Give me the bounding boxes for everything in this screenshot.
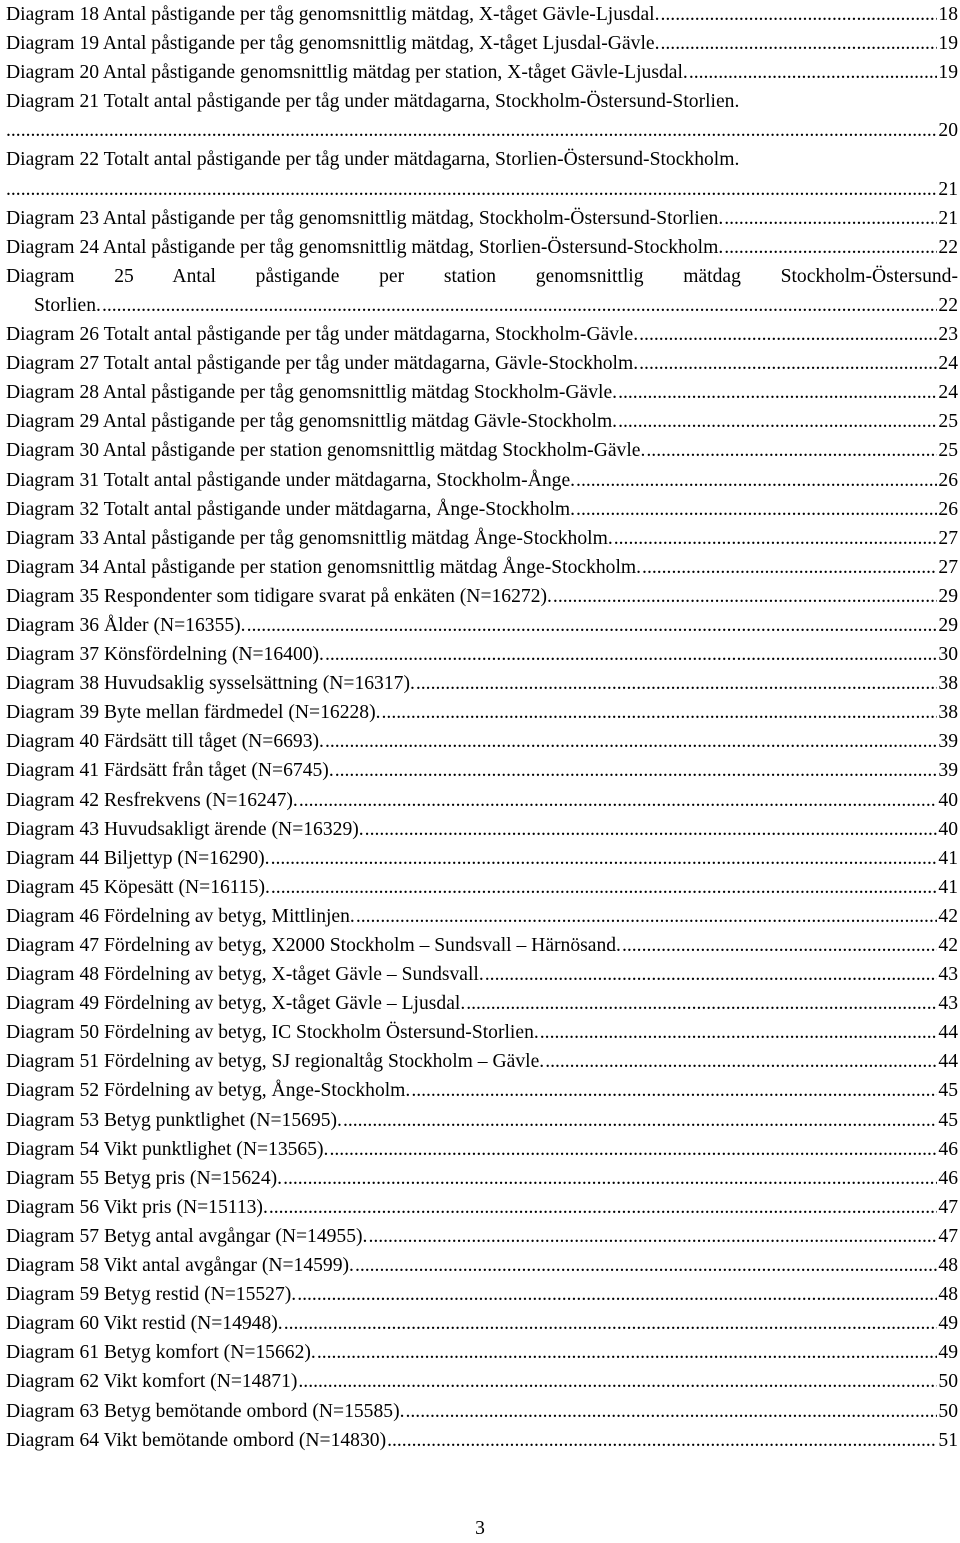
toc-entry-title: Diagram 22 Totalt antal påstigande per tåg under mätdagarna, Storlien-Östersund-Stockholm. [6, 149, 740, 171]
dot-leader [297, 1280, 937, 1309]
toc-entry-page: 24 [938, 382, 958, 404]
dot-leader [368, 1222, 937, 1251]
toc-entry-title: Diagram 38 Huvudsaklig sysselsättning (N=16317). [6, 673, 415, 695]
toc-entry-title: Diagram 56 Vikt pris (N=15113). [6, 1196, 268, 1218]
toc-entry[interactable] [6, 611, 958, 640]
dot-leader [6, 116, 937, 145]
dot-leader [343, 1106, 937, 1135]
toc-entry-page: 50 [938, 1371, 958, 1393]
toc-entry-page: 49 [938, 1313, 958, 1335]
toc-entry[interactable] [6, 844, 958, 873]
toc-entry-page: 46 [938, 1138, 958, 1160]
dot-leader [689, 58, 938, 87]
toc-entry-page: 43 [938, 993, 958, 1015]
dot-leader [724, 204, 937, 233]
toc-entry-page: 25 [938, 411, 958, 433]
toc-entry-title: Diagram 55 Betyg pris (N=15624). [6, 1167, 283, 1189]
toc-entry[interactable] [6, 1251, 958, 1280]
toc-entry-title: Diagram 24 Antal påstigande per tåg genomsnittlig mätdag, Storlien-Östersund-Stockholm. [6, 236, 724, 258]
dot-leader [661, 0, 938, 29]
toc-entry-page: 48 [938, 1284, 958, 1306]
toc-entry[interactable] [6, 902, 958, 931]
toc-entry-page: 24 [938, 353, 958, 375]
dot-leader [355, 1251, 937, 1280]
dot-leader [614, 524, 938, 553]
toc-entry-title: Diagram 51 Fördelning av betyg, SJ regionaltåg Stockholm – Gävle. [6, 1051, 545, 1073]
toc-entry-page: 48 [938, 1255, 958, 1277]
toc-entry[interactable] [6, 262, 958, 291]
toc-entry-page: 25 [938, 440, 958, 462]
toc-entry[interactable] [6, 669, 958, 698]
dot-leader [387, 1426, 937, 1455]
toc-entry[interactable] [6, 1397, 958, 1426]
toc-entry-title: Diagram 35 Respondenter som tidigare svarat på enkäten (N=16272). [6, 585, 552, 607]
toc-entry-title: Diagram 27 Totalt antal påstigande per tåg under mätdagarna, Gävle-Stockholm. [6, 353, 639, 375]
dot-leader [356, 902, 938, 931]
toc-entry[interactable] [6, 960, 958, 989]
toc-entry-title: Diagram 45 Köpesätt (N=16115). [6, 876, 270, 898]
dot-leader [335, 756, 938, 785]
toc-entry-title: Diagram 46 Fördelning av betyg, Mittlinjen. [6, 905, 355, 927]
toc-entry[interactable] [6, 29, 958, 58]
toc-entry[interactable] [6, 58, 958, 87]
toc-entry-page: 40 [938, 789, 958, 811]
toc-entry-page: 19 [938, 33, 958, 55]
dot-leader [325, 727, 937, 756]
toc-entry[interactable] [6, 1018, 958, 1047]
toc-entry-page: 21 [938, 178, 958, 200]
dot-leader [298, 1367, 937, 1396]
toc-entry-title: Diagram 20 Antal påstigande genomsnittlig mätdag per station, X-tåget Gävle-Ljusdal. [6, 62, 688, 84]
toc-entry[interactable] [6, 1047, 958, 1076]
toc-entry-continuation[interactable] [6, 291, 958, 320]
toc-entry-page: 27 [938, 556, 958, 578]
toc-entry-title: Diagram 42 Resfrekvens (N=16247). [6, 789, 298, 811]
toc-entry-title: Diagram 26 Totalt antal påstigande per tåg under mätdagarna, Stockholm-Gävle. [6, 324, 639, 346]
toc-entry-title: Diagram 39 Byte mellan färdmedel (N=16228). [6, 702, 381, 724]
dot-leader [365, 815, 938, 844]
toc-entry[interactable] [6, 727, 958, 756]
toc-entry-title: Diagram 64 Vikt bemötande ombord (N=14830) [6, 1429, 387, 1451]
toc-entry-title: Diagram 19 Antal påstigande per tåg genomsnittlig mätdag, X-tåget Ljusdal-Gävle. [6, 33, 660, 55]
toc-entry[interactable] [6, 436, 958, 465]
toc-entry-title: Diagram 49 Fördelning av betyg, X-tåget Gävle – Ljusdal. [6, 993, 466, 1015]
page-number: 3 [475, 1518, 485, 1539]
dot-leader [724, 233, 937, 262]
toc-entry[interactable] [6, 873, 958, 902]
toc-entry[interactable] [6, 320, 958, 349]
toc-entry-title: Diagram 53 Betyg punktlighet (N=15695). [6, 1109, 342, 1131]
dot-leader [284, 1309, 938, 1338]
toc-entry-page: 39 [938, 760, 958, 782]
toc-entry[interactable] [6, 1164, 958, 1193]
dot-leader [576, 495, 937, 524]
toc-entry-title: Diagram 25 Antal påstigande per station genomsnittlig mätdag Stockholm-Östersund- [6, 265, 958, 287]
toc-entry-title: Diagram 37 Könsfördelning (N=16400). [6, 644, 324, 666]
toc-entry-page: 38 [938, 673, 958, 695]
toc-entry-page: 27 [938, 527, 958, 549]
toc-entry[interactable] [6, 1135, 958, 1164]
toc-entry[interactable] [6, 1426, 958, 1455]
dot-leader [466, 989, 937, 1018]
dot-leader [406, 1397, 938, 1426]
dot-leader [271, 873, 938, 902]
toc-entry-page: 44 [938, 1051, 958, 1073]
toc-entry-page: 29 [938, 585, 958, 607]
toc-entry-title: Diagram 59 Betyg restid (N=15527). [6, 1284, 297, 1306]
toc-entry-title: Diagram 57 Betyg antal avgångar (N=14955). [6, 1225, 368, 1247]
toc-entry-page: 21 [938, 207, 958, 229]
toc-entry[interactable] [6, 582, 958, 611]
dot-leader [269, 1193, 938, 1222]
toc-entry-page: 40 [938, 818, 958, 840]
toc-entry-page: 20 [938, 120, 958, 142]
toc-entry-page: 51 [938, 1429, 958, 1451]
toc-entry-title: Diagram 62 Vikt komfort (N=14871) [6, 1371, 298, 1393]
toc-entry[interactable] [6, 1193, 958, 1222]
toc-entry[interactable] [6, 524, 958, 553]
toc-entry-title: Diagram 60 Vikt restid (N=14948). [6, 1313, 283, 1335]
dot-leader [299, 786, 938, 815]
toc-entry-title: Diagram 63 Betyg bemötande ombord (N=15585). [6, 1400, 405, 1422]
toc-entry-page: 18 [938, 4, 958, 25]
toc-entry[interactable] [6, 204, 958, 233]
dot-leader [283, 1164, 937, 1193]
toc-entry-title: Diagram 30 Antal påstigande per station genomsnittlig mätdag Stockholm-Gävle. [6, 440, 646, 462]
toc-entry-title: Diagram 61 Betyg komfort (N=15662). [6, 1342, 316, 1364]
toc-entry-title: Diagram 23 Antal påstigande per tåg genomsnittlig mätdag, Stockholm-Östersund-Storlien. [6, 207, 724, 229]
toc-entry-page: 49 [938, 1342, 958, 1364]
dot-leader [271, 844, 938, 873]
dot-leader [639, 349, 937, 378]
toc-entry-title-continued: Storlien. [34, 294, 101, 316]
toc-entry[interactable] [6, 378, 958, 407]
toc-entry-page: 42 [938, 935, 958, 956]
toc-entry[interactable] [6, 87, 958, 116]
toc-entry[interactable] [6, 698, 958, 727]
dot-leader [247, 611, 938, 640]
toc-entry[interactable] [6, 1309, 958, 1338]
toc-entry-title: Diagram 54 Vikt punktlighet (N=13565). [6, 1138, 329, 1160]
toc-entry-page: 46 [938, 1167, 958, 1189]
toc-entry-page: 29 [938, 614, 958, 636]
toc-entry-page: 19 [938, 62, 958, 84]
dot-leader [545, 1047, 937, 1076]
toc-entry[interactable] [6, 1076, 958, 1105]
toc-entry-title: Diagram 36 Ålder (N=16355). [6, 614, 246, 636]
toc-entry-title: Diagram 33 Antal påstigande per tåg genomsnittlig mätdag Ånge-Stockholm. [6, 527, 613, 549]
toc-entry-page: 39 [938, 731, 958, 753]
toc-entry-title: Diagram 44 Biljettyp (N=16290). [6, 847, 270, 869]
toc-entry-page: 38 [938, 702, 958, 724]
toc-entry[interactable] [6, 0, 958, 29]
dot-leader [661, 29, 938, 58]
dot-leader [102, 291, 937, 320]
toc-entry-title: Diagram 48 Fördelning av betyg, X-tåget Gävle – Sundsvall. [6, 964, 484, 986]
toc-entry-page: 41 [938, 876, 958, 898]
dot-leader [317, 1338, 938, 1367]
toc-entry[interactable] [6, 145, 958, 174]
toc-entry-title: Diagram 34 Antal påstigande per station genomsnittlig mätdag Ånge-Stockholm. [6, 556, 642, 578]
toc-entry[interactable] [6, 349, 958, 378]
toc-entry-page: 22 [938, 294, 958, 316]
toc-entry-page: 45 [938, 1109, 958, 1131]
toc-entry[interactable] [6, 931, 958, 960]
toc-entry-page: 22 [938, 236, 958, 258]
toc-entry-page: 23 [938, 324, 958, 346]
toc-entry[interactable] [6, 756, 958, 785]
toc-entry-leader-line[interactable] [6, 175, 958, 204]
dot-leader [553, 582, 937, 611]
dot-leader [646, 436, 937, 465]
dot-leader [6, 175, 937, 204]
toc-entry[interactable] [6, 1280, 958, 1309]
toc-entry-title: Diagram 41 Färdsätt från tåget (N=6745). [6, 760, 334, 782]
toc-entry[interactable] [6, 233, 958, 262]
toc-entry-title: Diagram 29 Antal påstigande per tåg genomsnittlig mätdag Gävle-Stockholm. [6, 411, 618, 433]
toc-entry-page: 43 [938, 964, 958, 986]
dot-leader [485, 960, 938, 989]
toc-entry-title: Diagram 47 Fördelning av betyg, X2000 Stockholm – Sundsvall – Härnösand. [6, 935, 621, 956]
toc-entry-title: Diagram 43 Huvudsakligt ärende (N=16329). [6, 818, 364, 840]
toc-entry[interactable] [6, 495, 958, 524]
toc-entry-page: 30 [938, 644, 958, 666]
toc-entry-title: Diagram 31 Totalt antal påstigande under mätdagarna, Stockholm-Ånge. [6, 469, 576, 491]
dot-leader [618, 378, 937, 407]
toc-entry[interactable] [6, 1222, 958, 1251]
toc-entry[interactable] [6, 815, 958, 844]
toc-entry[interactable] [6, 407, 958, 436]
toc-entry-title: Diagram 58 Vikt antal avgångar (N=14599). [6, 1255, 354, 1277]
dot-leader [576, 466, 937, 495]
dot-leader [622, 931, 937, 960]
toc-entry-title: Diagram 32 Totalt antal påstigande under mätdagarna, Ånge-Stockholm. [6, 498, 576, 520]
toc-entry-page: 42 [938, 905, 958, 927]
toc-entry[interactable] [6, 1338, 958, 1367]
dot-leader [416, 669, 938, 698]
toc-entry[interactable] [6, 466, 958, 495]
dot-leader [382, 698, 938, 727]
dot-leader [540, 1018, 938, 1047]
toc-entry[interactable] [6, 786, 958, 815]
toc-entry[interactable] [6, 1106, 958, 1135]
dot-leader [329, 1135, 937, 1164]
toc-entry-title: Diagram 40 Färdsätt till tåget (N=6693). [6, 731, 324, 753]
toc-entry-page: 45 [938, 1080, 958, 1102]
toc-entry[interactable] [6, 553, 958, 582]
toc-entry-leader-line[interactable] [6, 116, 958, 145]
dot-leader [411, 1076, 937, 1105]
toc-entry[interactable] [6, 1367, 958, 1396]
toc-entry-page: 41 [938, 847, 958, 869]
toc-entry-title: Diagram 52 Fördelning av betyg, Ånge-Stockholm. [6, 1080, 411, 1102]
dot-leader [642, 553, 937, 582]
toc-entry-title: Diagram 50 Fördelning av betyg, IC Stockholm Östersund-Storlien. [6, 1022, 539, 1044]
toc-entry-page: 47 [938, 1225, 958, 1247]
dot-leader [325, 640, 937, 669]
toc-entry-page: 47 [938, 1196, 958, 1218]
toc-entry-page: 44 [938, 1022, 958, 1044]
toc-entry[interactable] [6, 989, 958, 1018]
dot-leader [618, 407, 937, 436]
toc-entry-page: 26 [938, 498, 958, 520]
toc-entry-page: 50 [938, 1400, 958, 1422]
toc-entry-title: Diagram 28 Antal påstigande per tåg genomsnittlig mätdag Stockholm-Gävle. [6, 382, 618, 404]
toc-entry-page: 26 [938, 469, 958, 491]
toc-entry-title: Diagram 21 Totalt antal påstigande per tåg under mätdagarna, Stockholm-Östersund-Storlien. [6, 91, 740, 113]
dot-leader [639, 320, 937, 349]
table-of-figures [6, 0, 958, 1455]
toc-entry-title: Diagram 18 Antal påstigande per tåg genomsnittlig mätdag, X-tåget Gävle-Ljusdal. [6, 4, 660, 25]
toc-entry[interactable] [6, 640, 958, 669]
